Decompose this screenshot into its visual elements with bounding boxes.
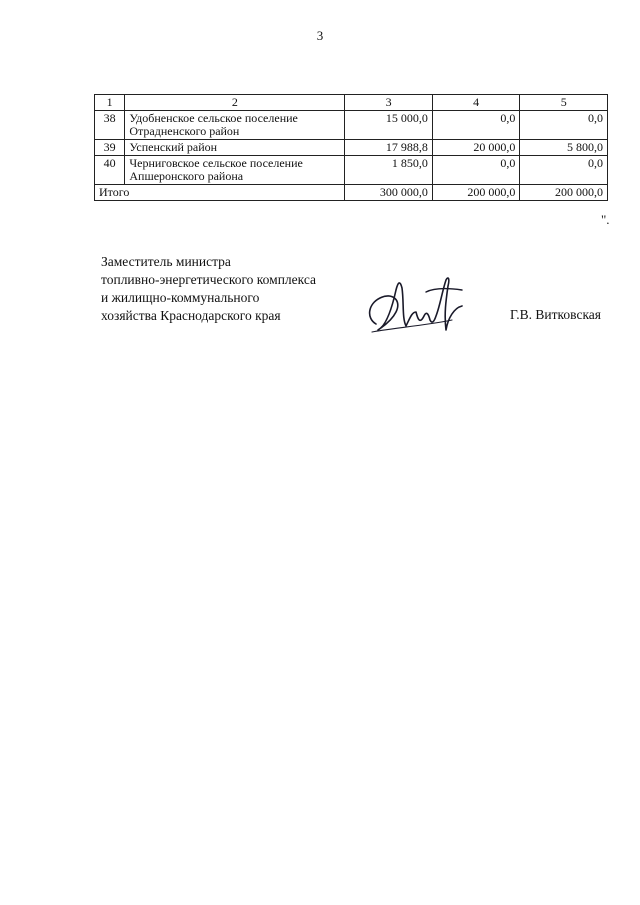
total-value-5: 200 000,0 xyxy=(520,185,608,201)
signatory-title-line: Заместитель министра xyxy=(101,254,231,269)
row-name xyxy=(125,140,345,156)
row-name-line2: Отрадненского район xyxy=(129,124,240,138)
row-name-line1: Успенский район xyxy=(129,140,218,154)
signatory-title-line: и жилищно-коммунального xyxy=(101,290,260,305)
total-value-3: 300 000,0 xyxy=(345,185,433,201)
table-row xyxy=(95,140,608,156)
row-name xyxy=(125,111,345,140)
closing-quote: ". xyxy=(601,212,610,227)
table-header-row xyxy=(95,95,608,111)
row-value-4: 20 000,0 xyxy=(432,140,520,156)
total-value-4: 200 000,0 xyxy=(432,185,520,201)
row-value-3: 1 850,0 xyxy=(345,156,433,185)
row-number: 40 xyxy=(95,156,125,185)
row-value-4: 0,0 xyxy=(432,111,520,140)
handwritten-signature xyxy=(362,268,472,338)
header-cell-2: 2 xyxy=(125,95,345,111)
row-name xyxy=(125,156,345,185)
row-name-line1: Черниговское сельское поселение xyxy=(129,156,303,170)
row-value-3: 15 000,0 xyxy=(345,111,433,140)
page-number: 3 xyxy=(316,28,324,43)
row-number: 39 xyxy=(95,140,125,156)
row-name-line1: Удобненское сельское поселение xyxy=(129,111,298,125)
header-cell-1: 1 xyxy=(95,95,125,111)
table-row xyxy=(95,111,608,140)
row-value-3: 17 988,8 xyxy=(345,140,433,156)
row-value-5: 0,0 xyxy=(520,111,608,140)
row-name-line2: Апшеронского района xyxy=(129,169,244,183)
table-row xyxy=(95,156,608,185)
signatory-title-line: топливно-энергетического комплекса xyxy=(101,272,317,287)
header-cell-5: 5 xyxy=(520,95,608,111)
header-cell-4: 4 xyxy=(432,95,520,111)
row-value-5: 5 800,0 xyxy=(520,140,608,156)
row-value-4: 0,0 xyxy=(432,156,520,185)
signer-name: Г.В. Витковская xyxy=(510,307,602,322)
header-cell-3: 3 xyxy=(345,95,433,111)
total-label: Итого xyxy=(95,185,345,201)
row-number: 38 xyxy=(95,111,125,140)
table-total-row xyxy=(95,185,608,201)
allocation-table xyxy=(94,94,608,201)
signatory-title xyxy=(101,253,316,325)
signatory-title-line: хозяйства Краснодарского края xyxy=(101,308,281,323)
row-value-5: 0,0 xyxy=(520,156,608,185)
